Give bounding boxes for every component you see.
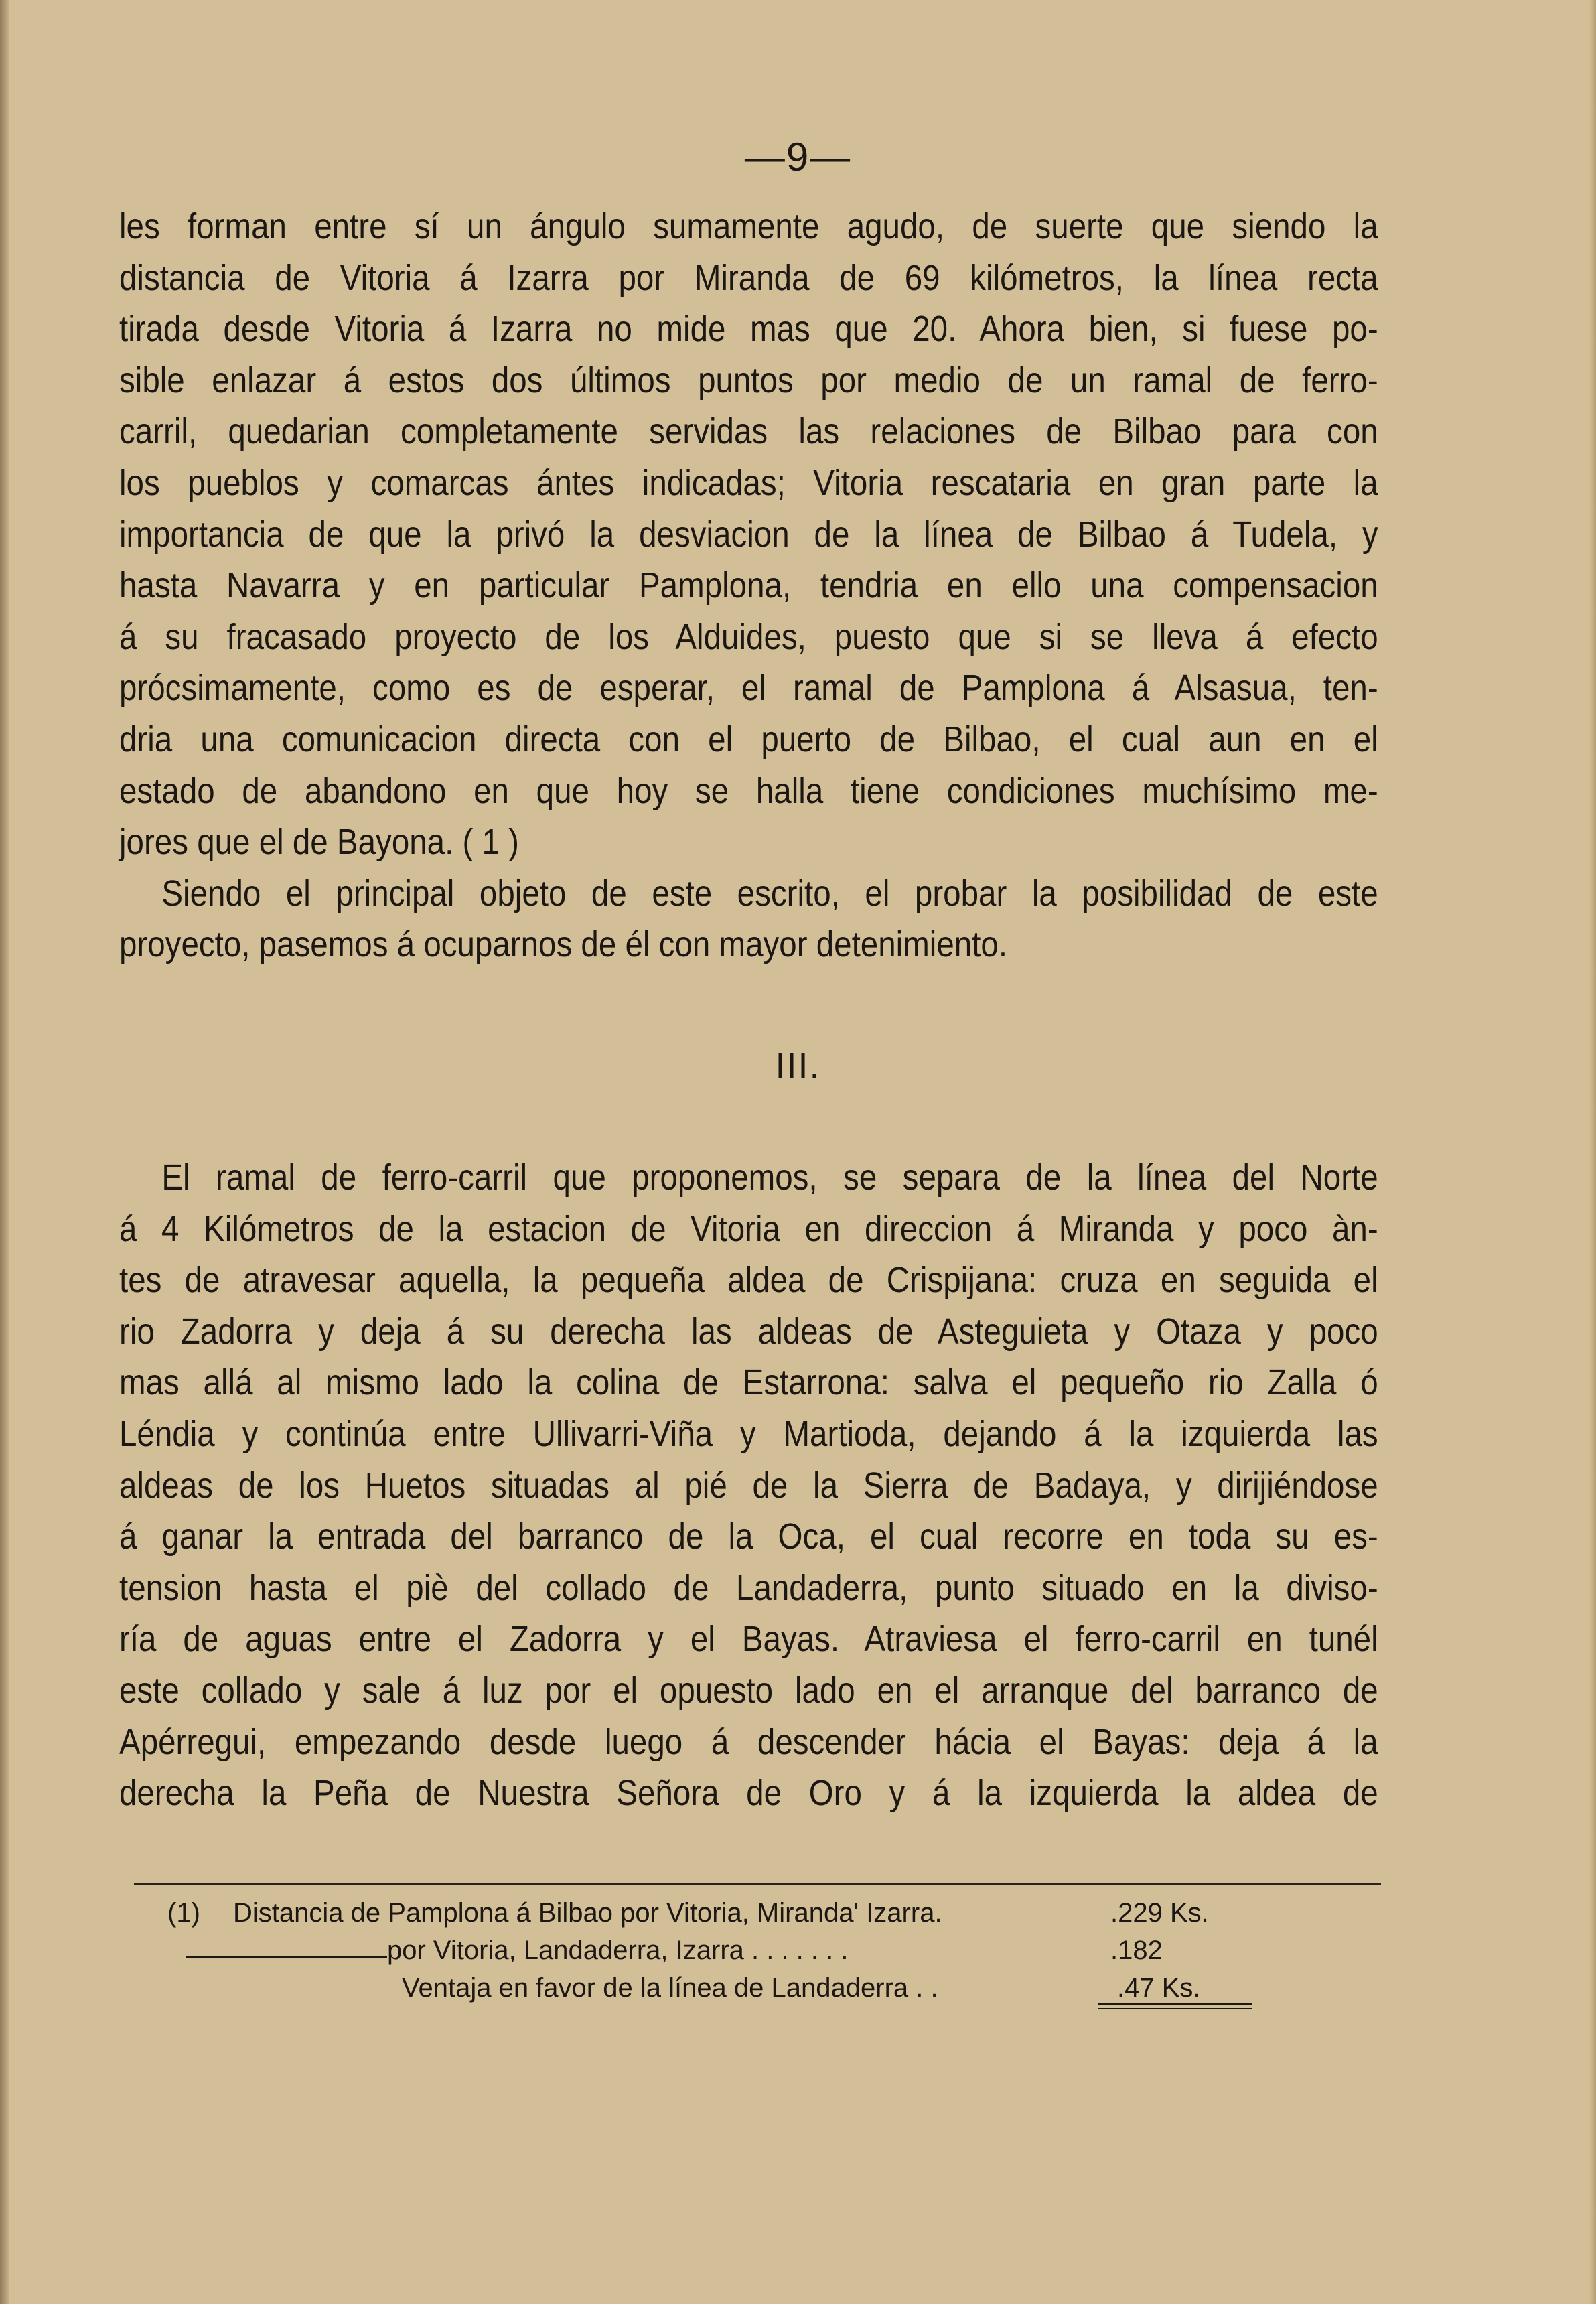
footnote-value: .182 [1110,1936,1163,1965]
page-left-edge [0,0,9,2304]
text-line: Apérregui, empezando desde luego á descender hácia el Bayas: deja á la [119,1721,1378,1762]
text-line: jores que el de Bayona. ( 1 ) [119,822,519,863]
text-line: sible enlazar á estos dos últimos puntos por medio de un ramal de ferro- [119,360,1378,401]
body-text-top [119,201,1378,970]
text-line: carril, quedarian completamente servidas las relaciones de Bilbao para con [119,411,1378,452]
footnote-text: Ventaja en favor de la línea de Landaderra . . [402,1973,938,2003]
text-line: rio Zadorra y deja á su derecha las aldeas de Asteguieta y Otaza y poco [119,1311,1378,1352]
text-line: tension hasta el piè del collado de Landaderra, punto situado en la diviso- [119,1567,1378,1608]
text-line: ría de aguas entre el Zadorra y el Bayas. Atraviesa el ferro-carril en tunél [119,1619,1378,1660]
text-line: Siendo el principal objeto de este escrito, el probar la posibilidad de este [161,873,1378,914]
page-right-edge [1589,0,1596,2304]
text-line: tirada desde Vitoria á Izarra no mide mas que 20. Ahora bien, si fuese po- [119,309,1378,350]
body-text-section [119,1152,1378,1819]
footnote-sum-rule [1098,2003,1252,2005]
footnote-text: Distancia de Pamplona á Bilbao por Vitoria, Miranda' Izarra. [233,1898,942,1928]
footnote-value: .229 Ks. [1110,1898,1209,1928]
text-line: hasta Navarra y en particular Pamplona, tendria en ello una compensacion [119,565,1378,606]
text-line: mas allá al mismo lado la colina de Estarrona: salva el pequeño rio Zalla ó [119,1362,1378,1403]
section-heading: III. [775,1046,821,1086]
footnote-dash [186,1956,387,1958]
text-line: tes de atravesar aquella, la pequeña aldea de Crispijana: cruza en seguida el [119,1260,1378,1301]
footnote-marker: (1) [167,1898,200,1928]
footnote [167,1894,1306,2007]
text-line: importancia de que la privó la desviacion de la línea de Bilbao á Tudela, y [119,514,1378,555]
footnote-text: por Vitoria, Landaderra, Izarra . . . . . . . [387,1936,849,1965]
text-line: dria una comunicacion directa con el puerto de Bilbao, el cual aun en el [119,719,1378,760]
text-line: este collado y sale á luz por el opuesto lado en el arranque del barranco de [119,1670,1378,1711]
footnote-row [167,1932,1306,1969]
text-line: á 4 Kilómetros de la estacion de Vitoria en direccion á Miranda y poco àn- [119,1208,1378,1249]
text-line: Léndia y continúa entre Ullivarri-Viña y Martioda, dejando á la izquierda las [119,1413,1378,1454]
text-line: proyecto, pasemos á ocuparnos de él con mayor detenimiento. [119,924,1008,965]
text-line: estado de abandono en que hoy se halla tiene condiciones muchísimo me- [119,770,1378,811]
text-line: á su fracasado proyecto de los Alduides, puesto que si se lleva á efecto [119,616,1378,657]
text-line: los pueblos y comarcas ántes indicadas; Vitoria rescataria en gran parte la [119,462,1378,503]
text-line: les forman entre sí un ángulo sumamente agudo, de suerte que siendo la [119,206,1378,246]
footnote-row [167,1969,1306,2007]
text-line: á ganar la entrada del barranco de la Oca, el cual recorre en toda su es- [119,1516,1378,1557]
text-line: prócsimamente, como es de esperar, el ramal de Pamplona á Alsasua, ten- [119,668,1378,709]
footnote-value: .47 Ks. [1117,1973,1201,2003]
footnote-sum-rule [1098,2008,1252,2009]
text-line: distancia de Vitoria á Izarra por Miranda de 69 kilómetros, la línea recta [119,257,1378,298]
text-line: El ramal de ferro-carril que proponemos, se separa de la línea del Norte [161,1157,1378,1198]
text-line: aldeas de los Huetos situadas al pié de la Sierra de Badaya, y dirijiéndose [119,1465,1378,1506]
text-line: derecha la Peña de Nuestra Señora de Oro y á la izquierda la aldea de [119,1773,1378,1814]
footnote-row [167,1894,1306,1932]
footnote-rule [134,1883,1381,1885]
page-number: —9— [744,135,852,179]
